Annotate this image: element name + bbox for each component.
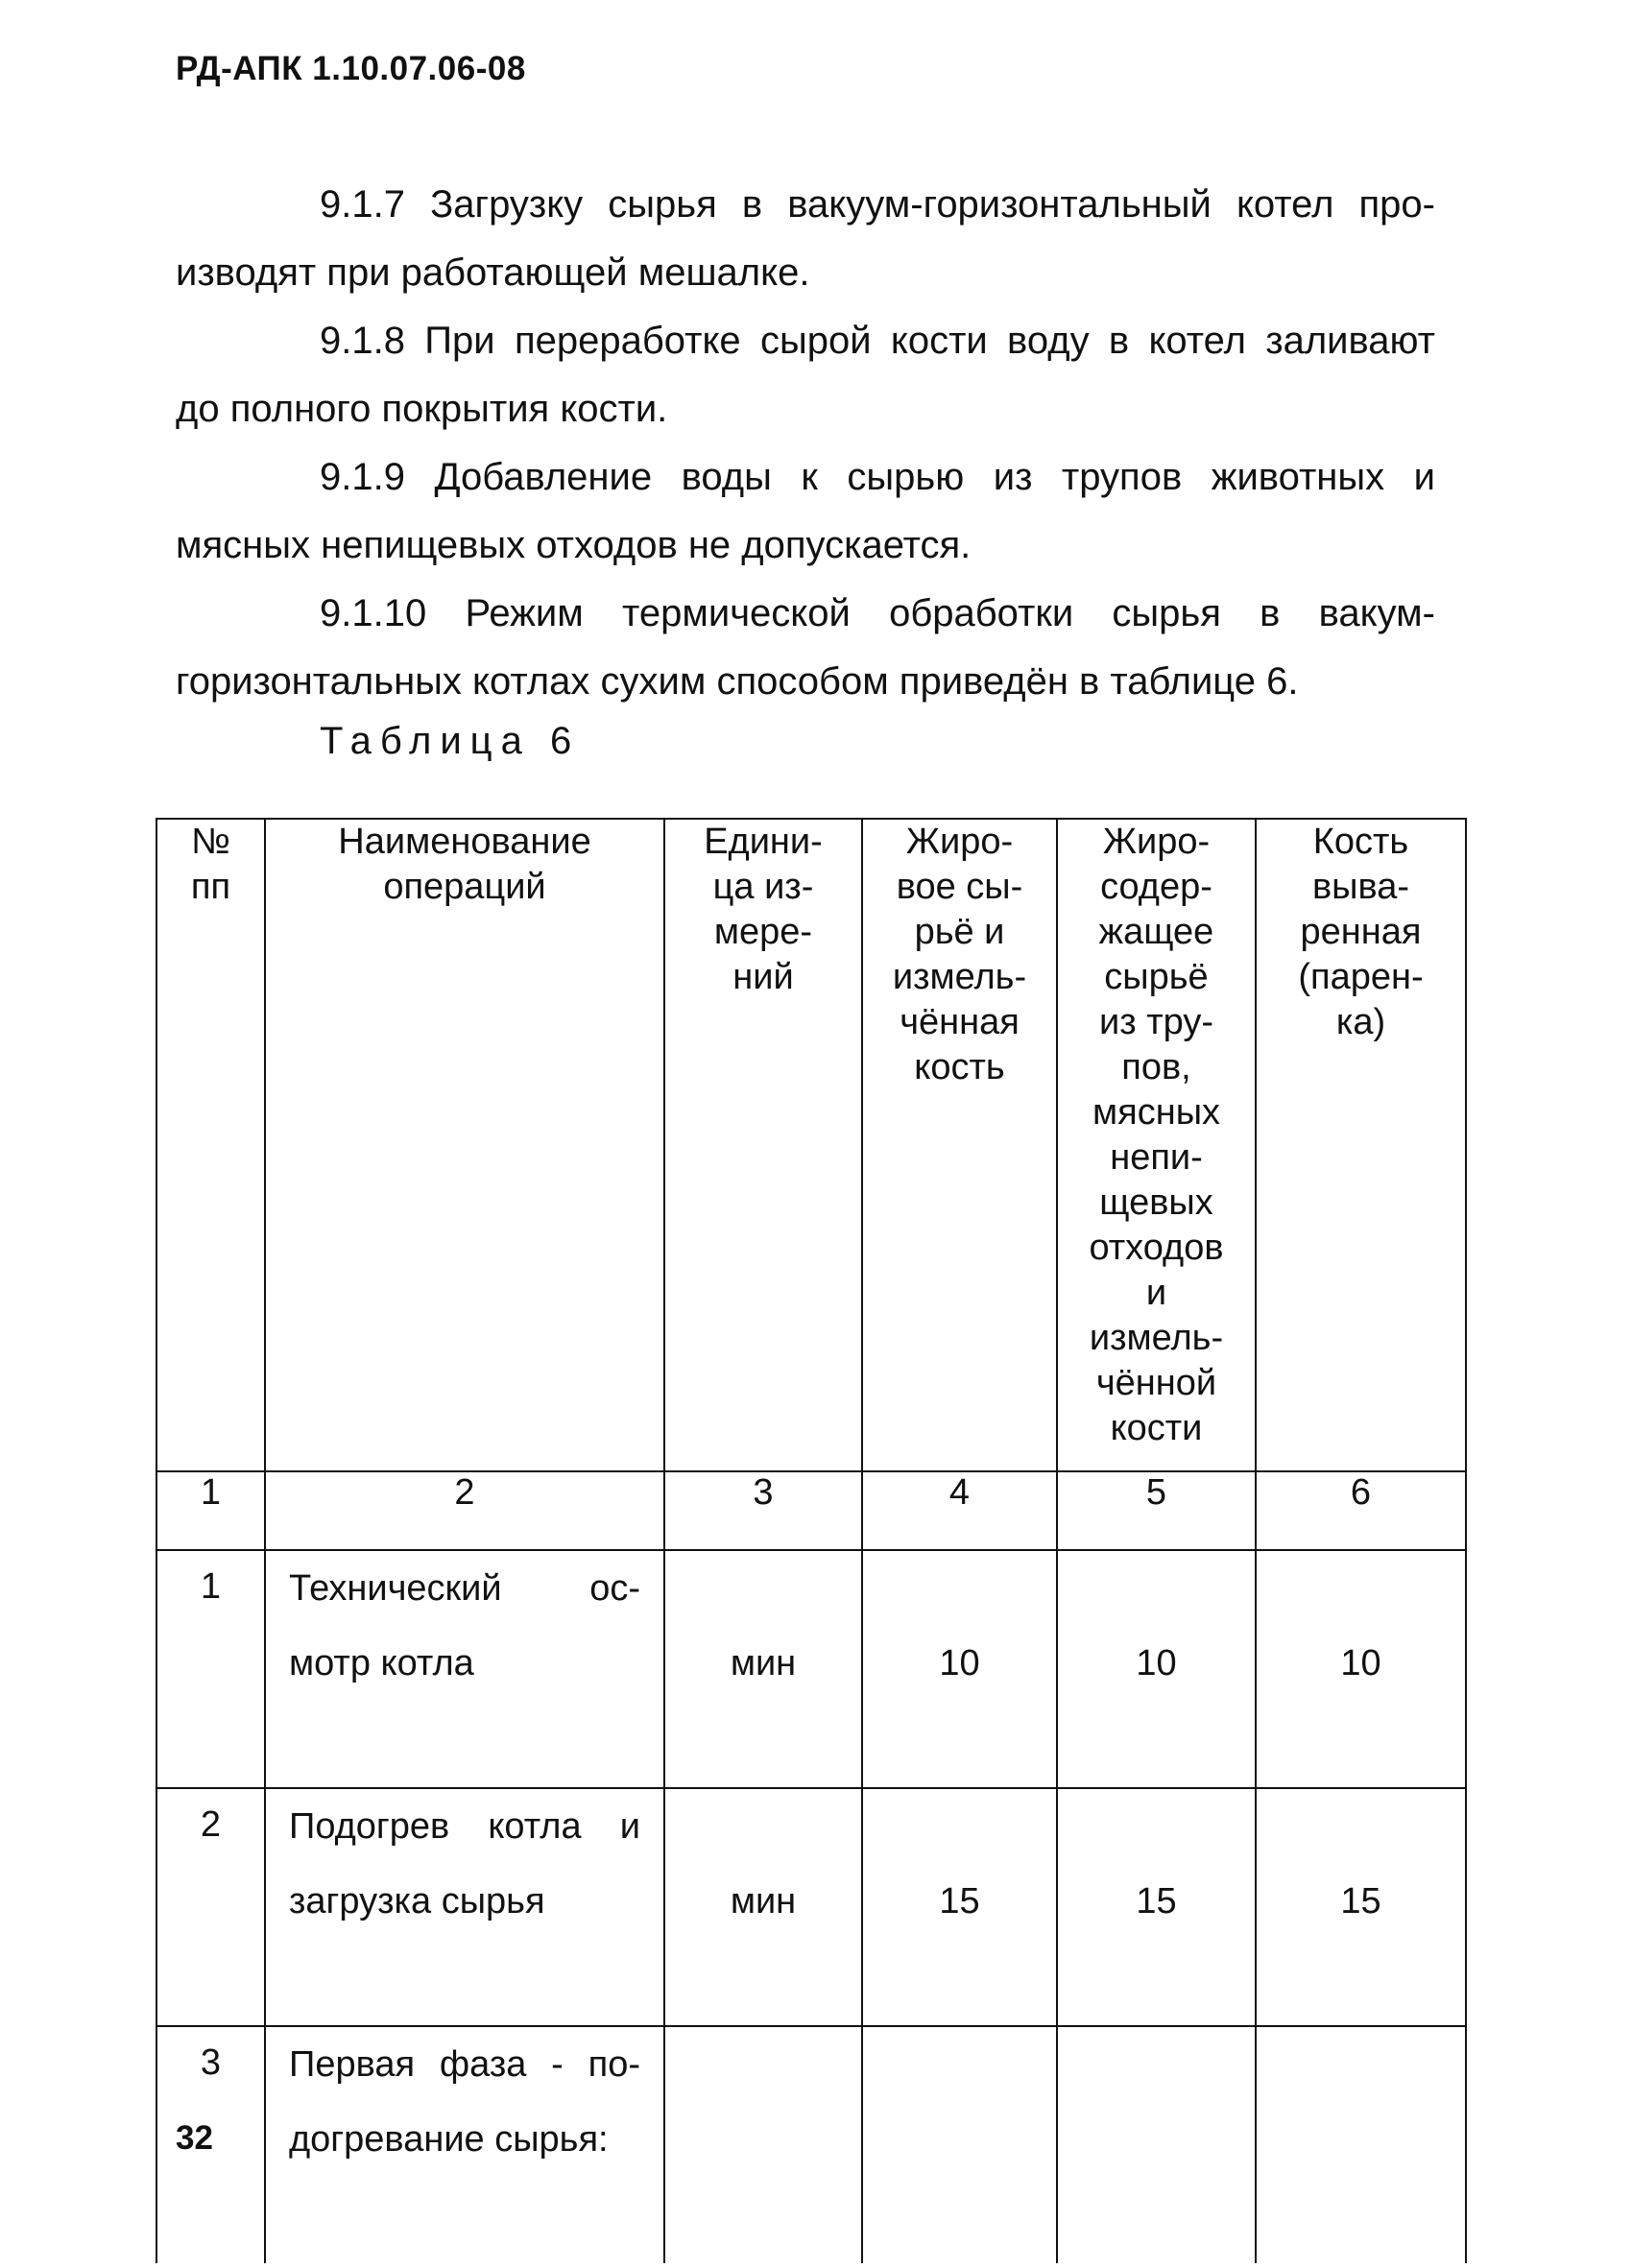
column-number: 4 [862, 1471, 1057, 1550]
table-header-row [156, 819, 1466, 1471]
row-number: 1 [156, 1550, 265, 1788]
value-col-4: 15 [862, 1788, 1057, 2026]
paragraph-line: 9.1.9 Добавление воды к сырью из трупов животных и [320, 456, 1435, 498]
value-col-5: 15 [1057, 1788, 1256, 2026]
table-row [156, 2026, 1466, 2263]
row-number: 3 [156, 2026, 265, 2263]
paragraph-line: до полного покрытия кости. [176, 388, 668, 430]
unit-value: мин [664, 1550, 862, 1788]
table-caption: Таблица 6 [320, 720, 581, 762]
value-col-5: 10 [1057, 1550, 1256, 1788]
operation-name: Подогрев котла и загрузка сырья [265, 1788, 664, 2026]
unit-value: мин [664, 1788, 862, 2026]
paragraph-9-1-9 [176, 443, 1435, 580]
paragraph-line: изводят при работающей мешалке. [176, 251, 810, 294]
value-col-4: 10 [862, 1550, 1057, 1788]
column-number: 1 [156, 1471, 265, 1550]
paragraph-line: мясных непищевых отходов не допускается. [176, 524, 972, 566]
operation-name: Технический ос- мотр котла [265, 1550, 664, 1788]
header-cell-operation: Наименование операций [265, 819, 664, 1471]
header-cell-fat-containing: Жиро- содер- жащее сырьё из тру- пов, мясных непи- щевых отходов и измель- чённой кости [1057, 819, 1256, 1471]
row-number: 2 [156, 1788, 265, 2026]
column-number: 6 [1256, 1471, 1466, 1550]
column-number: 2 [265, 1471, 664, 1550]
header-cell-number: № пп [156, 819, 265, 1471]
value-col-4 [862, 2026, 1057, 2263]
header-cell-boiled-bone: Кость выва- ренная (парен- ка) [1256, 819, 1466, 1471]
paragraph-line: 9.1.7 Загрузку сырья в вакуум-горизонтальный котел про- [320, 183, 1435, 226]
paragraph-line: 9.1.8 При переработке сырой кости воду в котел заливают [320, 320, 1435, 362]
paragraph-9-1-10 [176, 580, 1435, 716]
column-number-row [156, 1471, 1466, 1550]
column-number: 3 [664, 1471, 862, 1550]
column-number: 5 [1057, 1471, 1256, 1550]
processing-table [156, 818, 1467, 2263]
paragraph-9-1-8 [176, 307, 1435, 443]
paragraph-9-1-7 [176, 171, 1435, 307]
unit-value [664, 2026, 862, 2263]
paragraph-line: горизонтальных котлах сухим способом приведён в таблице 6. [176, 660, 1299, 703]
table-row [156, 1550, 1466, 1788]
document-code: РД-АПК 1.10.07.06-08 [176, 50, 526, 87]
paragraph-line: 9.1.10 Режим термической обработки сырья в вакум- [320, 592, 1435, 634]
table-row [156, 1788, 1466, 2026]
value-col-6 [1256, 2026, 1466, 2263]
value-col-5 [1057, 2026, 1256, 2263]
operation-name: Первая фаза - по- догревание сырья: [265, 2026, 664, 2263]
header-cell-unit: Едини- ца из- мере- ний [664, 819, 862, 1471]
header-cell-fat-raw: Жиро- вое сы- рьё и измель- чённая кость [862, 819, 1057, 1471]
page-number: 32 [176, 2119, 213, 2157]
value-col-6: 10 [1256, 1550, 1466, 1788]
value-col-6: 15 [1256, 1788, 1466, 2026]
